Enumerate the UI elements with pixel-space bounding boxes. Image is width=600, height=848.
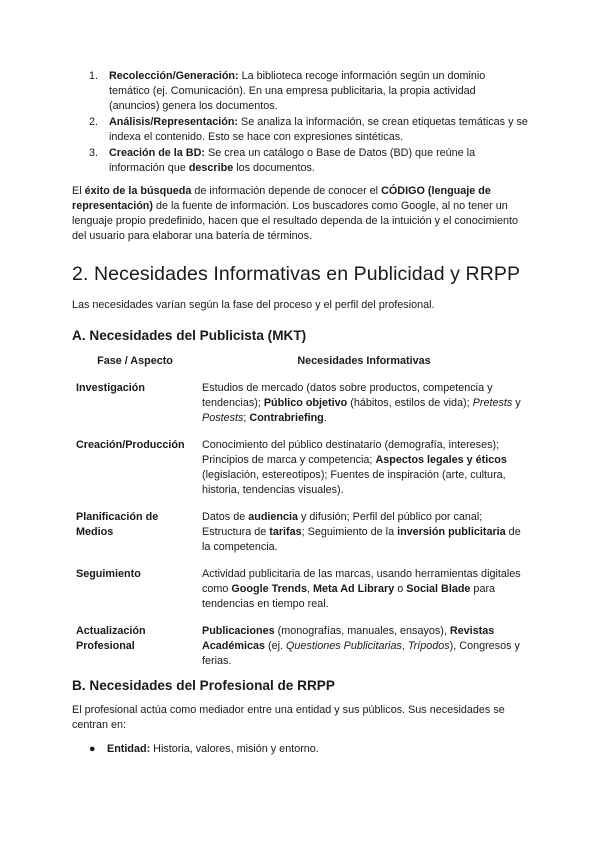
- text-run: y difusión; Perfil del público por canal; Estructura de: [202, 511, 483, 538]
- table-header-phase: Fase / Aspecto: [97, 355, 173, 367]
- table-cell-needs: [198, 624, 530, 681]
- step-text-end: los documentos.: [233, 162, 315, 174]
- bold-run: éxito de la búsqueda: [84, 185, 192, 197]
- table-cell-phase: Actualización Profesional: [76, 625, 146, 652]
- bullet-icon: ●: [89, 743, 96, 755]
- bold-run: Publicaciones: [202, 625, 275, 637]
- table-row: [72, 438, 530, 510]
- list-number: 3.: [89, 147, 99, 159]
- step-title: Creación de la BD:: [109, 147, 205, 159]
- table-cell-phase: Seguimiento: [76, 568, 141, 580]
- section-intro: Las necesidades varían según la fase del proceso y el perfil del profesional.: [72, 299, 435, 311]
- bold-run: Google Trends: [231, 583, 307, 595]
- step-bold-word: describe: [188, 162, 234, 174]
- list-number: 1.: [89, 70, 99, 82]
- bold-run: audiencia: [248, 511, 299, 523]
- list-item: [89, 115, 529, 145]
- table-header-row: [72, 350, 530, 381]
- text-run: (monografías, manuales, ensayos),: [274, 625, 450, 637]
- text-run: Datos de: [202, 511, 249, 523]
- text-run: Actividad publicitaria de las marcas, usando herramientas digitales como: [202, 568, 521, 595]
- list-item: [89, 146, 529, 176]
- subsection-heading-a: A. Necesidades del Publicista (MKT): [72, 328, 307, 343]
- text-run: ,: [307, 583, 313, 595]
- text-run: o: [394, 583, 407, 595]
- bullet-label: Entidad:: [107, 743, 151, 755]
- text-run: de la competencia.: [202, 526, 521, 553]
- text-run: ,: [401, 640, 408, 652]
- table-cell-needs: [198, 510, 530, 567]
- section-heading: 2. Necesidades Informativas en Publicidad y RRPP: [72, 263, 521, 285]
- step-title: Recolección/Generación:: [109, 70, 239, 82]
- list-number: 2.: [89, 116, 99, 128]
- bold-run: Social Blade: [406, 583, 471, 595]
- text-run: ; Seguimiento de la: [301, 526, 398, 538]
- text-run: Estudios de mercado (datos sobre productos, competencia y tendencias);: [202, 382, 493, 409]
- bold-run: Público objetivo: [263, 397, 348, 409]
- table-row: [72, 510, 530, 567]
- list-item: [89, 69, 529, 114]
- rrpp-intro: El profesional actúa como mediador entre una entidad y sus públicos. Sus necesidades se centran en:: [72, 704, 505, 731]
- bold-run: Revistas Académicas: [202, 625, 495, 652]
- table-cell-phase: Investigación: [76, 382, 145, 394]
- publicist-needs-table: [72, 350, 530, 681]
- italic-run: Trípodos: [407, 640, 450, 652]
- table-header-needs: Necesidades Informativas: [297, 355, 431, 367]
- process-steps-list: [89, 69, 529, 177]
- text-run: (legislación, estereotipos); Fuentes de inspiración (arte, cultura, historia, tendencias visuales).: [202, 469, 506, 496]
- bold-run: inversión publicitaria: [397, 526, 506, 538]
- list-item: [89, 742, 319, 757]
- subsection-heading-b: B. Necesidades del Profesional de RRPP: [72, 678, 335, 693]
- table-cell-phase: Planificación de Medios: [76, 511, 159, 538]
- text-run: de la fuente de información. Los buscadores como Google, al no tener un lenguaje propio predefinido, hacen que el resultado dependa de la intuición y el conocimiento del usuario para elaborar una batería de términos.: [72, 200, 518, 242]
- text-run: .: [323, 412, 327, 424]
- search-success-paragraph: [72, 184, 528, 244]
- table-row: [72, 381, 530, 438]
- bold-run: Contrabriefing: [249, 412, 324, 424]
- bold-run: CÓDIGO (lenguaje de representación): [72, 185, 491, 212]
- text-run: Conocimiento del público destinatario (demografía, intereses); Principios de marca y competencia;: [202, 439, 500, 466]
- text-run: de información depende de conocer el: [191, 185, 382, 197]
- bullet-text: Historia, valores, misión y entorno.: [150, 743, 319, 755]
- italic-run: Pretests: [472, 397, 513, 409]
- table-cell-needs: [198, 567, 530, 624]
- italic-run: Questiones Publicitarias: [286, 640, 402, 652]
- text-run: ;: [243, 412, 250, 424]
- text-run: (ej.: [265, 640, 287, 652]
- step-text: La biblioteca recoge información según un dominio temático (ej. Comunicación). En una empresa publicitaria, la propia actividad (anuncios) genera los documentos.: [109, 70, 486, 112]
- text-run: para tendencias en tiempo real.: [202, 583, 496, 610]
- text-run: y: [512, 397, 521, 409]
- text-run: (hábitos, estilos de vida);: [347, 397, 473, 409]
- text-run: ), Congresos y ferias.: [202, 640, 520, 667]
- step-text: Se analiza la información, se crean etiquetas temáticas y se indexa el contenido. Esto se hace con expresiones sintéticas.: [109, 116, 528, 143]
- table-row: [72, 567, 530, 624]
- italic-run: Postests: [202, 412, 244, 424]
- text-run: El: [72, 185, 85, 197]
- table-cell-needs: [198, 438, 530, 510]
- rrpp-needs-list: [89, 742, 319, 757]
- table-cell-phase: Creación/Producción: [76, 439, 185, 451]
- table-cell-needs: [198, 381, 530, 438]
- step-text: Se crea un catálogo o Base de Datos (BD) que reúne la información que: [109, 147, 476, 174]
- bold-run: Meta Ad Library: [313, 583, 395, 595]
- bold-run: Aspectos legales y éticos: [375, 454, 507, 466]
- bold-run: tarifas: [269, 526, 302, 538]
- table-row: [72, 624, 530, 681]
- step-title: Análisis/Representación:: [109, 116, 239, 128]
